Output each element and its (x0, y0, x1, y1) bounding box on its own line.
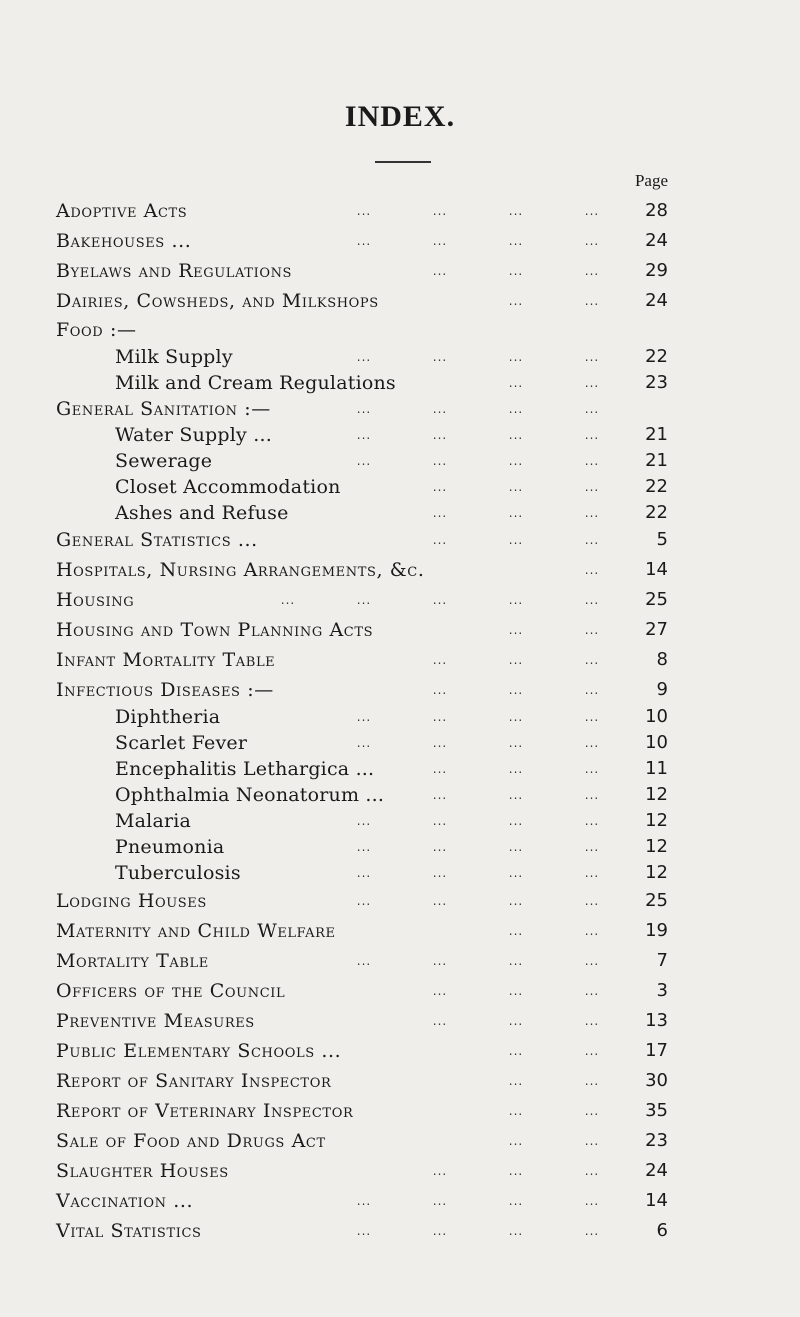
index-entry-label: Public Elementary Schools ... (56, 1040, 342, 1062)
dot-leader: ... ... ... ... (356, 234, 600, 248)
index-entry-label: Milk and Cream Regulations (115, 372, 396, 394)
index-entry (0, 859, 800, 887)
index-entry-page: 21 (645, 424, 668, 445)
index-entry (0, 316, 800, 344)
index-entry-label: General Statistics ... (56, 529, 258, 551)
dot-leader: ... ... ... ... (356, 1224, 600, 1238)
index-entry-page: 25 (645, 890, 668, 911)
index-entry-label: Water Supply ... (115, 424, 272, 446)
index-entry-label: General Sanitation :— (56, 398, 271, 420)
dot-leader: ... ... ... ... (356, 954, 600, 968)
index-entry-label: Encephalitis Lethargica ... (115, 758, 375, 780)
dot-leader: ... ... ... (432, 1014, 600, 1028)
dot-leader: ... ... ... (432, 1164, 600, 1178)
index-entry (0, 947, 800, 975)
dot-leader: ... ... (508, 376, 600, 390)
index-entry (0, 421, 800, 449)
dot-leader: ... ... (508, 294, 600, 308)
index-entry-label: Bakehouses ... (56, 230, 192, 252)
index-entry (0, 227, 800, 255)
index-entry (0, 887, 800, 915)
index-entry-label: Report of Sanitary Inspector (56, 1070, 332, 1092)
dot-leader: ... ... (508, 623, 600, 637)
index-entry-page: 21 (645, 450, 668, 471)
index-entry-page: 12 (645, 836, 668, 857)
index-entry-label: Sewerage (115, 450, 213, 472)
index-entry-label: Ashes and Refuse (115, 502, 289, 524)
index-entry-label: Milk Supply (115, 346, 233, 368)
index-entry (0, 447, 800, 475)
index-entry (0, 1037, 800, 1065)
dot-leader: ... ... ... (432, 984, 600, 998)
index-entry-page: 5 (656, 529, 668, 550)
page-column-heading: Page (634, 171, 668, 190)
index-entry-label: Housing (56, 589, 135, 611)
index-entry-page: 23 (645, 372, 668, 393)
dot-leader: ... ... (508, 1134, 600, 1148)
index-entry (0, 833, 800, 861)
index-entry-label: Vital Statistics (56, 1220, 202, 1242)
index-entry (0, 395, 800, 423)
index-entry-label: Maternity and Child Welfare (56, 920, 336, 942)
index-entry (0, 369, 800, 397)
index-entry-page: 29 (645, 260, 668, 281)
dot-leader: ... ... (508, 1074, 600, 1088)
index-entry (0, 343, 800, 371)
index-entry (0, 287, 800, 315)
index-entry (0, 807, 800, 835)
index-entry (0, 526, 800, 554)
dot-leader: ... ... ... ... (356, 204, 600, 218)
dot-leader: ... ... ... (432, 480, 600, 494)
dot-leader: ... ... ... (432, 683, 600, 697)
dot-leader: ... ... ... (432, 653, 600, 667)
index-entry-label: Preventive Measures (56, 1010, 255, 1032)
dot-leader: ... ... ... (432, 264, 600, 278)
index-entry (0, 586, 800, 614)
index-entry-page: 12 (645, 862, 668, 883)
index-entry-label: Infectious Diseases :— (56, 679, 274, 701)
dot-leader: ... ... ... ... (356, 840, 600, 854)
index-entry-page: 30 (645, 1070, 668, 1091)
dot-leader: ... ... ... ... (356, 894, 600, 908)
index-entry-label: Lodging Houses (56, 890, 207, 912)
index-entry (0, 703, 800, 731)
index-entry-page: 24 (645, 290, 668, 311)
index-entry-label: Dairies, Cowsheds, and Milkshops (56, 290, 379, 312)
index-entry-page: 35 (645, 1100, 668, 1121)
index-entry-page: 12 (645, 784, 668, 805)
index-entry (0, 676, 800, 704)
dot-leader: ... ... ... ... (356, 736, 600, 750)
index-entry (0, 616, 800, 644)
dot-leader: ... ... ... ... (356, 866, 600, 880)
index-entry (0, 1217, 800, 1245)
index-entry-page: 27 (645, 619, 668, 640)
index-entry-page: 10 (645, 732, 668, 753)
index-entry-label: Adoptive Acts (56, 200, 188, 222)
page-title: INDEX. (344, 100, 456, 133)
index-entry-page: 3 (656, 980, 668, 1001)
index-entry (0, 781, 800, 809)
index-entry-page: 17 (645, 1040, 668, 1061)
index-entry (0, 917, 800, 945)
index-entry-label: Officers of the Council (56, 980, 286, 1002)
dot-leader: ... ... ... (432, 506, 600, 520)
index-entry (0, 197, 800, 225)
title-rule (375, 161, 431, 163)
index-entry-page: 7 (656, 950, 668, 971)
index-entry (0, 646, 800, 674)
index-entry-page: 9 (656, 679, 668, 700)
index-entry-page: 22 (645, 346, 668, 367)
index-entry (0, 499, 800, 527)
dot-leader: ... ... ... (432, 762, 600, 776)
index-entry-label: Hospitals, Nursing Arrangements, &c. (56, 559, 425, 581)
dot-leader: ... ... (508, 1104, 600, 1118)
dot-leader: ... ... (508, 1044, 600, 1058)
index-entry (0, 1187, 800, 1215)
index-entry-label: Tuberculosis (115, 862, 241, 884)
dot-leader: ... ... ... (432, 533, 600, 547)
index-entry (0, 1127, 800, 1155)
dot-leader: ... ... ... ... (356, 454, 600, 468)
index-entry (0, 1097, 800, 1125)
index-entry (0, 1007, 800, 1035)
index-entry-label: Mortality Table (56, 950, 209, 972)
dot-leader: ... ... (508, 924, 600, 938)
dot-leader: ... (584, 563, 600, 577)
index-entry (0, 1067, 800, 1095)
index-entry-page: 23 (645, 1130, 668, 1151)
dot-leader: ... ... ... ... (356, 428, 600, 442)
index-entry-page: 14 (645, 559, 668, 580)
index-entry (0, 1157, 800, 1185)
index-entry-page: 24 (645, 230, 668, 251)
index-entry-label: Housing and Town Planning Acts (56, 619, 374, 641)
dot-leader: ... ... ... ... (356, 1194, 600, 1208)
dot-leader: ... ... ... ... (356, 710, 600, 724)
index-entry-label: Report of Veterinary Inspector (56, 1100, 354, 1122)
index-entry-page: 11 (645, 758, 668, 779)
index-entry-page: 8 (656, 649, 668, 670)
index-entry-label: Sale of Food and Drugs Act (56, 1130, 326, 1152)
index-entry-label: Diphtheria (115, 706, 221, 728)
index-entry-label: Malaria (115, 810, 192, 832)
index-entry-page: 12 (645, 810, 668, 831)
index-entry-page: 13 (645, 1010, 668, 1031)
index-entry-label: Food :— (56, 319, 137, 341)
index-entry (0, 729, 800, 757)
index-entry-page: 22 (645, 476, 668, 497)
index-entry (0, 755, 800, 783)
index-entry-page: 25 (645, 589, 668, 610)
index-entry (0, 556, 800, 584)
index-entry-page: 10 (645, 706, 668, 727)
index-entry-label: Closet Accommodation (115, 476, 341, 498)
index-entry-label: Scarlet Fever (115, 732, 248, 754)
index-entry-label: Infant Mortality Table (56, 649, 276, 671)
index-entry-page: 19 (645, 920, 668, 941)
index-entry (0, 977, 800, 1005)
index-entry-label: Pneumonia (115, 836, 225, 858)
index-entry-label: Slaughter Houses (56, 1160, 229, 1182)
dot-leader: ... ... ... ... ... (280, 593, 600, 607)
index-entry-page: 22 (645, 502, 668, 523)
index-entry-label: Byelaws and Regulations (56, 260, 293, 282)
dot-leader: ... ... ... ... (356, 814, 600, 828)
index-entry-page: 28 (645, 200, 668, 221)
index-entry-page: 14 (645, 1190, 668, 1211)
index-entry-label: Vaccination ... (56, 1190, 194, 1212)
dot-leader: ... ... ... (432, 788, 600, 802)
index-entry-page: 24 (645, 1160, 668, 1181)
index-entry (0, 257, 800, 285)
index-entry (0, 473, 800, 501)
dot-leader: ... ... ... ... (356, 350, 600, 364)
dot-leader: ... ... ... ... (356, 402, 600, 416)
index-entry-page: 6 (656, 1220, 668, 1241)
index-entry-label: Ophthalmia Neonatorum ... (115, 784, 385, 806)
